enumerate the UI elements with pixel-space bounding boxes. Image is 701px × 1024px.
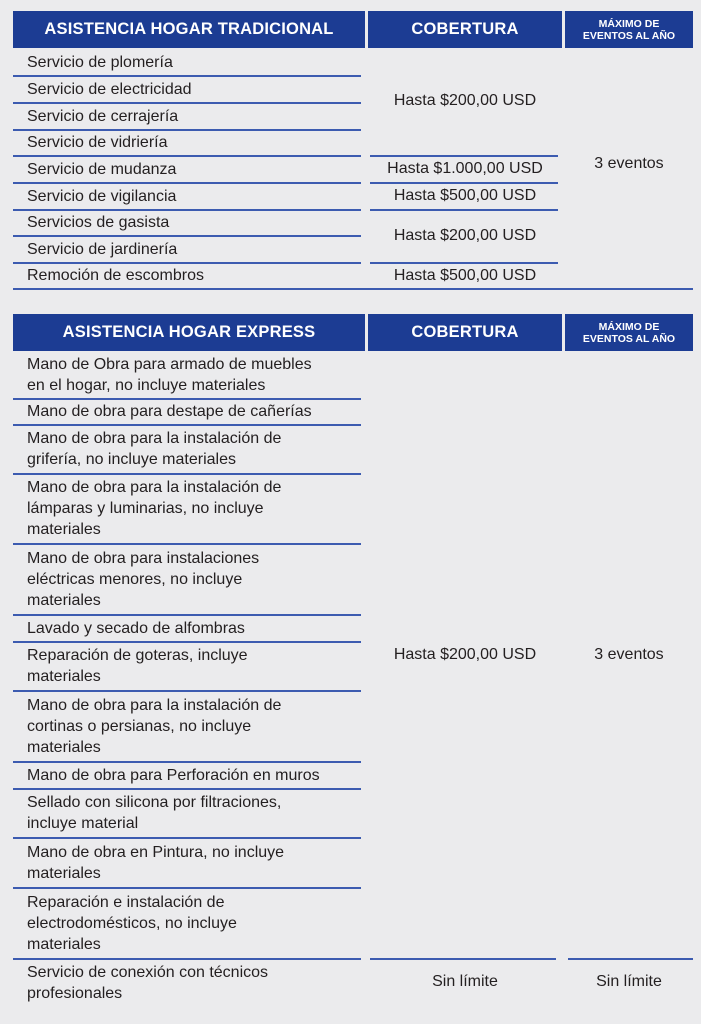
express-max-header: MÁXIMO DE EVENTOS AL AÑO xyxy=(565,314,693,351)
coverage-cell: Hasta $200,00 USD xyxy=(393,226,537,244)
table-bottom-line xyxy=(13,288,693,290)
service-row-conexion-tecnicos: Servicio de conexión con técnicos profesionales xyxy=(27,963,269,1002)
coverage-cell-unlimited: Sin límite xyxy=(432,973,498,990)
service-row-electrodomesticos: Reparación e instalación de electrodomésticos, no incluye materiales xyxy=(27,893,237,953)
service-row-cortinas: Mano de obra para la instalación de cortinas o persianas, no incluye materiales xyxy=(27,696,282,756)
service-row-destape: Mano de obra para destape de cañerías xyxy=(27,403,312,420)
coverage-cell: Hasta $500,00 USD xyxy=(393,187,537,204)
service-row-escombros: Remoción de escombros xyxy=(27,267,204,284)
service-row-plomeria: Servicio de plomería xyxy=(27,53,173,71)
max-events-cell: 3 eventos xyxy=(594,645,664,663)
service-row-vidrieria: Servicio de vidriería xyxy=(27,134,168,151)
tradicional-coverage-header: COBERTURA xyxy=(368,11,562,48)
express-coverage-header: COBERTURA xyxy=(368,314,562,351)
max-divider xyxy=(568,958,693,960)
max-events-cell-unlimited: Sin límite xyxy=(596,973,662,990)
coverage-cell: Hasta $200,00 USD xyxy=(393,645,537,663)
service-row-lamparas: Mano de obra para la instalación de lámparas y luminarias, no incluye materiales xyxy=(27,479,282,538)
express-header: ASISTENCIA HOGAR EXPRESS xyxy=(13,314,365,351)
coverage-divider xyxy=(370,958,556,960)
tradicional-max-header: MÁXIMO DE EVENTOS AL AÑO xyxy=(565,11,693,48)
service-row-griferia: Mano de obra para la instalación de grifería, no incluye materiales xyxy=(27,430,282,468)
service-row-electricas: Mano de obra para instalaciones eléctricas menores, no incluye materiales xyxy=(27,549,260,609)
service-row-armado-muebles: Mano de Obra para armado de muebles en el hogar, no incluye materiales xyxy=(27,356,312,394)
service-row-pintura: Mano de obra en Pintura, no incluye materiales xyxy=(27,843,285,882)
service-row-jardineria: Servicio de jardinería xyxy=(27,240,178,258)
coverage-cell: Hasta $500,00 USD xyxy=(393,266,537,284)
tradicional-header: ASISTENCIA HOGAR TRADICIONAL xyxy=(13,11,365,48)
service-row-cerrajeria: Servicio de cerrajería xyxy=(27,107,179,125)
service-row-alfombras: Lavado y secado de alfombras xyxy=(27,619,245,637)
service-row-perforacion: Mano de obra para Perforación en muros xyxy=(27,766,320,784)
service-row-vigilancia: Servicio de vigilancia xyxy=(27,187,177,205)
max-events-cell: 3 eventos xyxy=(594,155,664,172)
coverage-cell: Hasta $1.000,00 USD xyxy=(387,160,543,177)
service-row-sellado: Sellado con silicona por filtraciones, incluye material xyxy=(27,794,282,832)
service-row-goteras: Reparación de goteras, incluye materiales xyxy=(27,647,248,685)
service-row-gasista: Servicios de gasista xyxy=(27,214,170,231)
service-row-mudanza: Servicio de mudanza xyxy=(27,160,177,178)
service-row-electricidad: Servicio de electricidad xyxy=(27,80,192,98)
coverage-cell: Hasta $200,00 USD xyxy=(393,92,537,109)
